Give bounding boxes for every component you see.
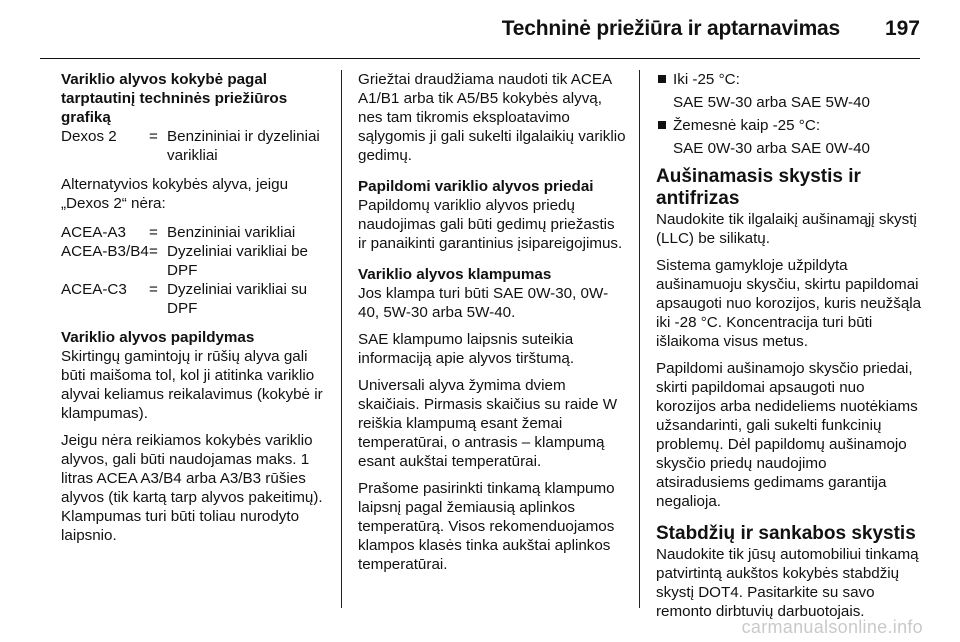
spec-value: Dyzeliniai varikliai su DPF <box>167 281 308 317</box>
brake-fluid-heading: Stabdžių ir sankabos skystis <box>656 523 916 544</box>
spec-key: Dexos 2 <box>61 128 117 145</box>
bullet-icon <box>658 121 666 129</box>
page-number: 197 <box>884 17 920 40</box>
table-row <box>61 127 329 165</box>
page-title: Techninė priežiūra ir aptarnavimas <box>501 17 840 40</box>
oil-topup-heading: Variklio alyvos papildymas <box>61 329 255 346</box>
table-row <box>61 242 329 280</box>
column-1 <box>61 70 329 553</box>
spec-equals: = <box>149 281 158 298</box>
acea-table <box>61 223 329 318</box>
header-divider <box>40 58 920 59</box>
viscosity-paragraph-1: Jos klampa turi būti SAE 0W-30, 0W-40, 5W-30 arba 5W-40. <box>358 285 609 321</box>
table-row <box>61 223 329 242</box>
spec-key: ACEA-A3 <box>61 224 126 241</box>
table-row <box>61 280 329 318</box>
bullet-icon <box>658 75 666 83</box>
alternative-text: Alternatyvios kokybės alyva, jeigu „Dexos 2“ nėra: <box>61 176 289 212</box>
coolant-heading: Aušinamasis skystis ir antifrizas <box>656 166 861 209</box>
oil-topup-paragraph-2: Jeigu nėra reikiamos kokybės variklio alyvos, gali būti naudojamas maks. 1 litras ACEA A3/B4 arba A3/B3 rūšies alyvos (tik kartą tarp alyvos pakeitimų). Klampumas turi būti toliau nurodyto laipsnio. <box>61 432 323 544</box>
oil-additives-heading: Papildomi variklio alyvos priedai <box>358 178 594 195</box>
list-item-value: SAE 0W-30 arba SAE 0W-40 <box>673 140 870 157</box>
spec-key: ACEA-B3/B4 <box>61 243 149 260</box>
column-3 <box>656 70 924 629</box>
spec-key: ACEA-C3 <box>61 281 127 298</box>
viscosity-paragraph-2: SAE klampumo laipsnis suteikia informaciją apie alyvos tirštumą. <box>358 331 575 367</box>
oil-topup-paragraph-1: Skirtingų gamintojų ir rūšių alyva gali būti maišoma tol, kol ji atitinka variklio alyvai keliamus reikalavimus (kokybė ir klampumas). <box>61 348 323 422</box>
page-header <box>0 0 960 56</box>
list-item-label: Iki -25 °C: <box>673 71 740 88</box>
oil-additives-paragraph: Papildomų variklio alyvos priedų naudojimas gali būti gedimų priežastis ir panaikinti garantinius įsipareigojimus. <box>358 197 623 252</box>
spec-equals: = <box>149 224 158 241</box>
list-item-value: SAE 5W-30 arba SAE 5W-40 <box>673 94 870 111</box>
oil-viscosity-heading: Variklio alyvos klampumas <box>358 266 552 283</box>
dexos-table <box>61 127 329 165</box>
watermark: carmanualsonline.info <box>741 617 923 637</box>
list-item <box>656 70 924 112</box>
list-item-label: Žemesnė kaip -25 °C: <box>673 117 821 134</box>
spec-value: Dyzeliniai varikliai be DPF <box>167 243 308 279</box>
oil-quality-heading: Variklio alyvos kokybė pagal tarptautinį techninės priežiūros grafiką <box>61 71 288 126</box>
viscosity-paragraph-4: Prašome pasirinkti tinkamą klampumo laipsnį pagal žemiausią aplinkos temperatūrą. Visos rekomenduojamos klampos klasės tinka aukštai aplinkos temperatūrai. <box>358 480 615 573</box>
column-2 <box>358 70 626 582</box>
viscosity-paragraph-3: Universali alyva žymima dviem skaičiais. Pirmasis skaičius su raide W reiškia klampumą esant žemai temperatūrai, o antrasis – klampumą esant aukštai temperatūrai. <box>358 377 618 470</box>
coolant-paragraph-3: Papildomi aušinamojo skysčio priedai, skirti papildomai apsaugoti nuo korozijos arba nedideliems nuotėkiams užsandarinti, gali sukelti funkcinių problemų. Dėl papildomų aušinamojo skysčio priedų naudojimo atsiradusiems gedimams garantija negalioja. <box>656 360 918 510</box>
spec-equals: = <box>149 128 158 145</box>
spec-value: Benzininiai varikliai <box>167 224 296 241</box>
spec-equals: = <box>149 243 158 260</box>
column-divider-1 <box>341 70 342 608</box>
coolant-paragraph-1: Naudokite tik ilgalaikį aušinamąjį skystį (LLC) be silikatų. <box>656 211 917 247</box>
list-item <box>656 116 924 158</box>
brake-fluid-paragraph: Naudokite tik jūsų automobiliui tinkamą patvirtintą aukštos kokybės stabdžių skystį DOT4. Pasitarkite su savo remonto dirbtuvių darbuotojais. <box>656 546 919 620</box>
column-divider-2 <box>639 70 640 608</box>
temperature-list <box>656 70 924 158</box>
coolant-paragraph-2: Sistema gamykloje užpildyta aušinamuoju skysčiu, skirtu papildomai apsaugoti nuo korozijos, kuris neužšąla iki -28 °C. Koncentracija turi būti išlaikoma visus metus. <box>656 257 922 350</box>
spec-value: Benzininiai ir dyzeliniai varikliai <box>167 128 320 164</box>
oil-warning-paragraph: Griežtai draudžiama naudoti tik ACEA A1/B1 arba tik A5/B5 kokybės alyvą, nes tam tikromis eksploatavimo sąlygomis ji gali sukelti ilgalaikių variklio gedimų. <box>358 71 626 164</box>
